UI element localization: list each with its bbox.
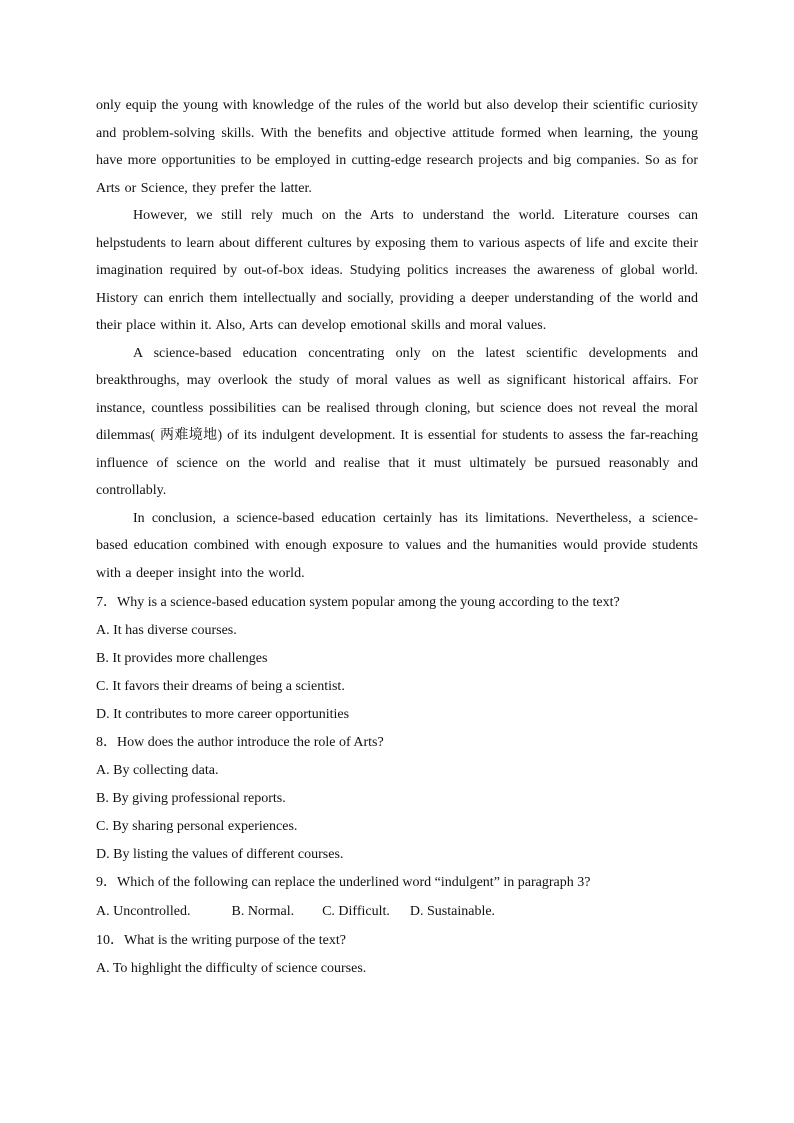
option-d: D. Sustainable. [409, 904, 496, 919]
option-a: A. Uncontrolled. [96, 904, 191, 919]
options-row [96, 897, 698, 927]
question-stem: 9．Which of the following can replace the underlined word “indulgent” in paragraph 3? [96, 875, 591, 890]
option-d: D. By listing the values of different courses. [96, 847, 344, 862]
option-c: C. It favors their dreams of being a scientist. [96, 679, 345, 694]
passage-paragraph-4: In conclusion, a science-based education certainly has its limitations. Nevertheless, a science- based education combined with enough exposure to values and the humanities would provide students with a deeper insight into the world. [96, 510, 698, 581]
question-stem: 7．Why is a science-based education system popular among the young according to the text? [96, 595, 620, 610]
question-7 [96, 589, 698, 729]
question-stem: 10．What is the writing purpose of the text? [96, 933, 346, 948]
option-d: D. It contributes to more career opportunities [96, 707, 350, 722]
option-a: A. It has diverse courses. [96, 623, 237, 638]
option-b: B. Normal. [231, 904, 295, 919]
question-9 [96, 869, 698, 927]
question-10 [96, 927, 698, 983]
passage-paragraph-1: only equip the young with knowledge of the rules of the world but also develop their scientific curiosity and problem-solving skills. With the benefits and objective attitude formed when learning, the young have more opportunities to be employed in cutting-edge research projects and big companies. So as for Arts or Science, they prefer the latter. [96, 98, 698, 196]
option-b: B. By giving professional reports. [96, 791, 286, 806]
option-a: A. By collecting data. [96, 763, 219, 778]
passage-paragraph-2: However, we still rely much on the Arts to understand the world. Literature courses can helpstudents to learn about different cultures by exposing them to various aspects of life and excite their imagination required by out-of-box ideas. Studying politics increases the awareness of global world. History can enrich them intellectually and socially, providing a deeper understanding of the world and their place within it. Also, Arts can develop emotional skills and moral values. [96, 208, 698, 333]
option-c: C. Difficult. [322, 904, 390, 919]
passage-paragraph-3: A science-based education concentrating only on the latest scientific developments and breakthroughs, may overlook the study of moral values as well as significant historical affairs. For instance, countless possibilities can be realised through cloning, but science does not reveal the moral dilemmas( 两难境地) of its indulgent development. It is essential for students to assess the far-reaching influence of science on the world and realise that it must ultimately be pursued reasonably and controllably. [96, 345, 698, 498]
question-8 [96, 729, 698, 869]
option-c: C. By sharing personal experiences. [96, 819, 298, 834]
document-page [96, 92, 698, 983]
question-stem: 8．How does the author introduce the role of Arts? [96, 735, 384, 750]
option-a: A. To highlight the difficulty of science courses. [96, 961, 367, 976]
option-b: B. It provides more challenges [96, 651, 268, 666]
